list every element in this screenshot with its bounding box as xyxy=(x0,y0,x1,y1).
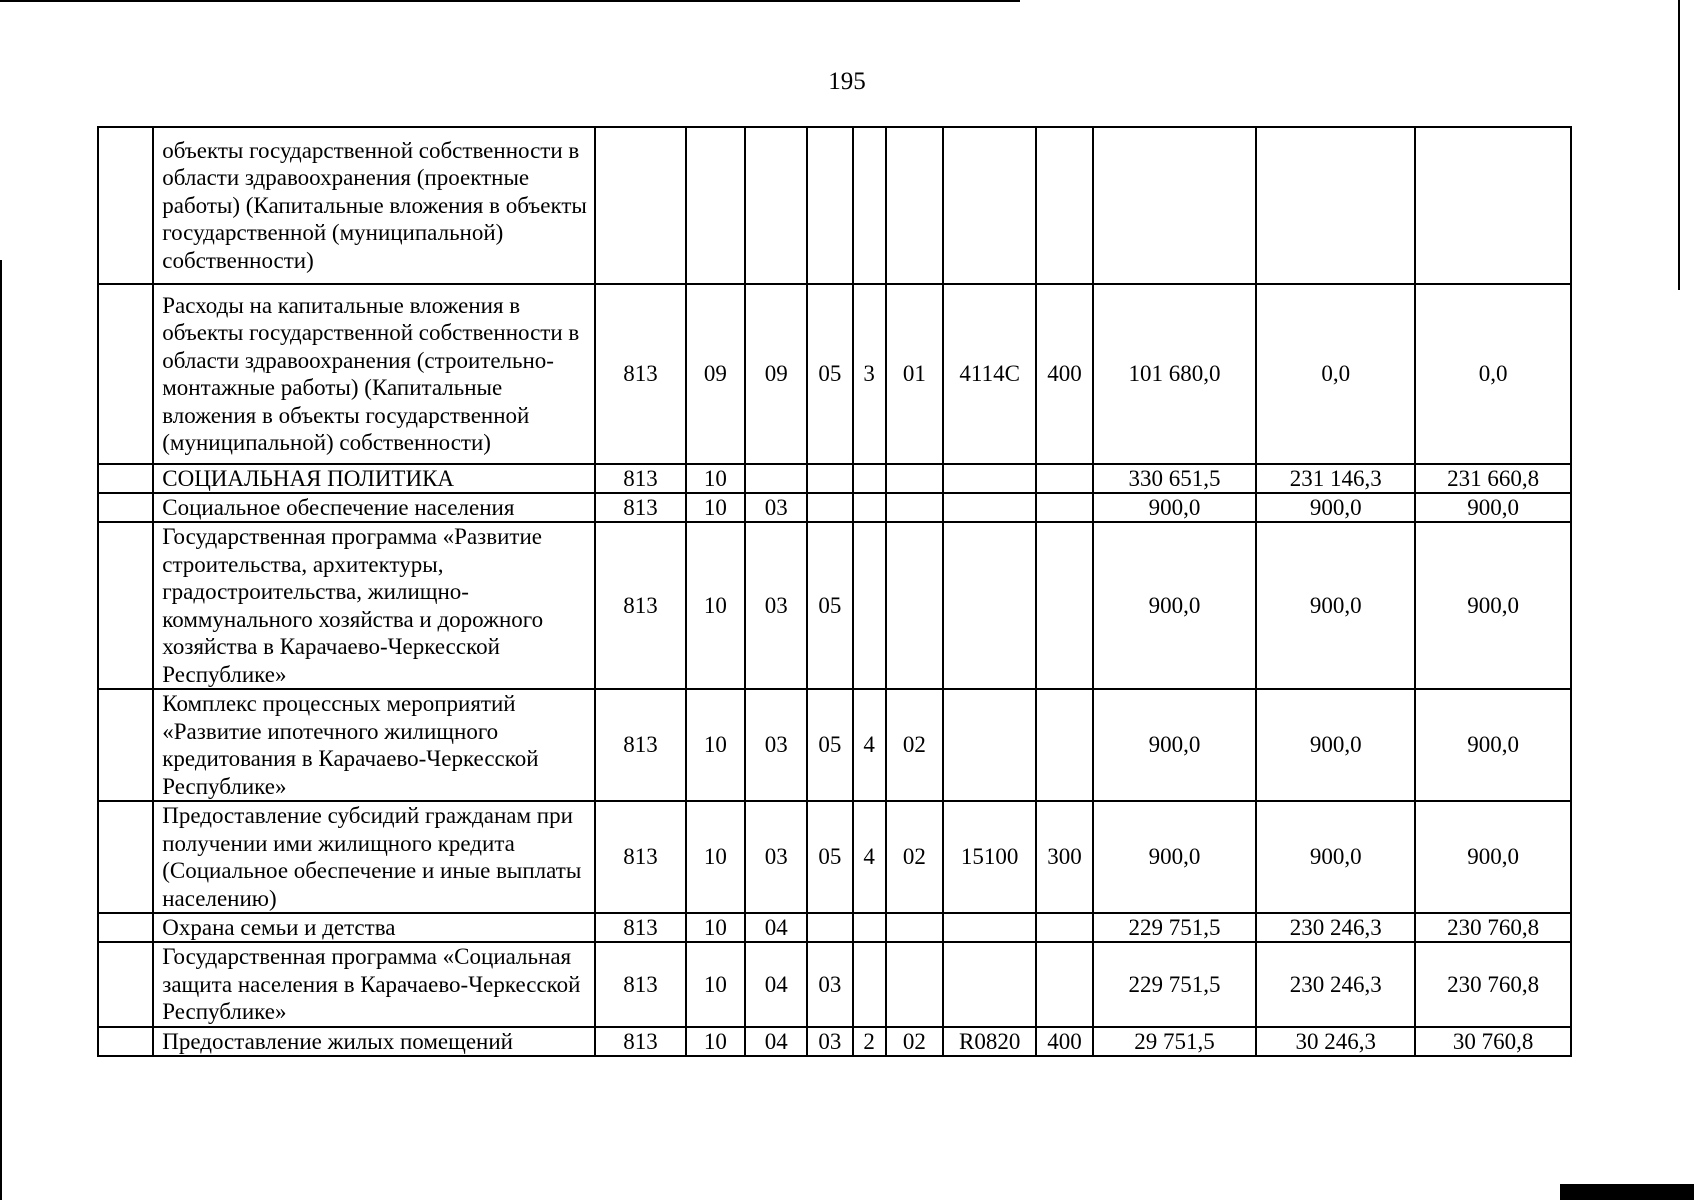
target-subprogram-cell xyxy=(853,942,886,1027)
item-name-cell: Социальное обеспечение населения xyxy=(153,493,595,522)
expense-type-cell: 400 xyxy=(1036,1027,1092,1056)
scan-edge-bottom xyxy=(1560,1184,1694,1200)
target-subprogram-cell xyxy=(853,127,886,284)
ved-cell: 813 xyxy=(595,464,685,493)
table-row xyxy=(98,127,1571,284)
subsection-cell: 03 xyxy=(745,689,807,801)
row-index-cell xyxy=(98,127,153,284)
target-program-cell: 05 xyxy=(807,284,852,464)
amount-year1-cell: 29 751,5 xyxy=(1093,1027,1257,1056)
expense-type-cell xyxy=(1036,464,1092,493)
row-index-cell xyxy=(98,1027,153,1056)
subsection-cell xyxy=(745,127,807,284)
subsection-cell: 04 xyxy=(745,1027,807,1056)
subsection-cell: 04 xyxy=(745,942,807,1027)
item-name-cell: Комплекс процессных мероприятий «Развитие ипотечного жилищного кредитования в Карачаево-Черкесской Республике» xyxy=(153,689,595,801)
item-name-cell: Предоставление жилых помещений xyxy=(153,1027,595,1056)
target-program-cell xyxy=(807,913,852,942)
amount-year1-cell: 229 751,5 xyxy=(1093,913,1257,942)
amount-year3-cell: 0,0 xyxy=(1415,284,1571,464)
target-event-cell: 02 xyxy=(886,1027,943,1056)
section-cell: 10 xyxy=(686,522,745,689)
amount-year2-cell: 231 146,3 xyxy=(1256,464,1415,493)
amount-year3-cell: 900,0 xyxy=(1415,689,1571,801)
expense-type-cell xyxy=(1036,942,1092,1027)
item-name-cell: СОЦИАЛЬНАЯ ПОЛИТИКА xyxy=(153,464,595,493)
ved-cell xyxy=(595,127,685,284)
section-cell: 09 xyxy=(686,284,745,464)
row-index-cell xyxy=(98,284,153,464)
amount-year2-cell: 230 246,3 xyxy=(1256,942,1415,1027)
item-name-cell: Государственная программа «Социальная защита населения в Карачаево-Черкесской Республике» xyxy=(153,942,595,1027)
target-direction-cell xyxy=(943,127,1036,284)
target-subprogram-cell xyxy=(853,522,886,689)
target-subprogram-cell: 2 xyxy=(853,1027,886,1056)
target-program-cell xyxy=(807,127,852,284)
amount-year1-cell xyxy=(1093,127,1257,284)
table-row xyxy=(98,522,1571,689)
amount-year2-cell: 900,0 xyxy=(1256,801,1415,913)
target-program-cell xyxy=(807,493,852,522)
amount-year1-cell: 101 680,0 xyxy=(1093,284,1257,464)
section-cell: 10 xyxy=(686,464,745,493)
subsection-cell: 09 xyxy=(745,284,807,464)
table-row xyxy=(98,689,1571,801)
row-index-cell xyxy=(98,689,153,801)
target-event-cell xyxy=(886,493,943,522)
section-cell xyxy=(686,127,745,284)
amount-year1-cell: 900,0 xyxy=(1093,522,1257,689)
table-row xyxy=(98,464,1571,493)
amount-year3-cell: 231 660,8 xyxy=(1415,464,1571,493)
item-name-cell: Охрана семьи и детства xyxy=(153,913,595,942)
section-cell: 10 xyxy=(686,689,745,801)
section-cell: 10 xyxy=(686,913,745,942)
budget-table xyxy=(97,126,1572,1057)
amount-year2-cell: 0,0 xyxy=(1256,284,1415,464)
section-cell: 10 xyxy=(686,1027,745,1056)
table-row xyxy=(98,913,1571,942)
target-direction-cell xyxy=(943,464,1036,493)
target-program-cell: 03 xyxy=(807,1027,852,1056)
expense-type-cell xyxy=(1036,127,1092,284)
amount-year2-cell: 900,0 xyxy=(1256,689,1415,801)
section-cell: 10 xyxy=(686,493,745,522)
ved-cell: 813 xyxy=(595,689,685,801)
amount-year3-cell: 900,0 xyxy=(1415,522,1571,689)
scan-edge-right xyxy=(1678,0,1680,290)
ved-cell: 813 xyxy=(595,942,685,1027)
ved-cell: 813 xyxy=(595,913,685,942)
ved-cell: 813 xyxy=(595,493,685,522)
amount-year2-cell: 30 246,3 xyxy=(1256,1027,1415,1056)
target-program-cell: 05 xyxy=(807,689,852,801)
row-index-cell xyxy=(98,464,153,493)
row-index-cell xyxy=(98,522,153,689)
target-direction-cell xyxy=(943,913,1036,942)
subsection-cell: 03 xyxy=(745,801,807,913)
target-subprogram-cell: 4 xyxy=(853,689,886,801)
target-event-cell: 02 xyxy=(886,689,943,801)
subsection-cell xyxy=(745,464,807,493)
subsection-cell: 03 xyxy=(745,522,807,689)
subsection-cell: 04 xyxy=(745,913,807,942)
amount-year3-cell: 230 760,8 xyxy=(1415,942,1571,1027)
item-name-cell: объекты государственной собственности в области здравоохранения (проектные работы) (Капитальные вложения в объекты государственной (муниципальной) собственности) xyxy=(153,127,595,284)
table-row xyxy=(98,1027,1571,1056)
expense-type-cell: 300 xyxy=(1036,801,1092,913)
section-cell: 10 xyxy=(686,942,745,1027)
subsection-cell: 03 xyxy=(745,493,807,522)
ved-cell: 813 xyxy=(595,522,685,689)
row-index-cell xyxy=(98,913,153,942)
ved-cell: 813 xyxy=(595,1027,685,1056)
item-name-cell: Предоставление субсидий гражданам при получении ими жилищного кредита (Социальное обеспечение и иные выплаты населению) xyxy=(153,801,595,913)
target-program-cell: 05 xyxy=(807,522,852,689)
table-row xyxy=(98,942,1571,1027)
target-direction-cell: 15100 xyxy=(943,801,1036,913)
amount-year2-cell: 230 246,3 xyxy=(1256,913,1415,942)
item-name-cell: Расходы на капитальные вложения в объекты государственной собственности в области здравоохранения (строительно-монтажные работы) (Капитальные вложения в объекты государственной (муниципальной) собственности) xyxy=(153,284,595,464)
expense-type-cell xyxy=(1036,493,1092,522)
amount-year3-cell xyxy=(1415,127,1571,284)
target-subprogram-cell: 3 xyxy=(853,284,886,464)
page-number: 195 xyxy=(828,68,866,95)
target-direction-cell: R0820 xyxy=(943,1027,1036,1056)
target-subprogram-cell xyxy=(853,913,886,942)
target-subprogram-cell xyxy=(853,493,886,522)
amount-year1-cell: 330 651,5 xyxy=(1093,464,1257,493)
table-row xyxy=(98,284,1571,464)
scan-edge-left xyxy=(0,260,2,1200)
amount-year2-cell xyxy=(1256,127,1415,284)
target-event-cell xyxy=(886,522,943,689)
target-subprogram-cell xyxy=(853,464,886,493)
scan-edge-top xyxy=(0,0,1020,2)
target-direction-cell xyxy=(943,942,1036,1027)
target-event-cell xyxy=(886,127,943,284)
table-row xyxy=(98,493,1571,522)
amount-year3-cell: 900,0 xyxy=(1415,801,1571,913)
amount-year1-cell: 900,0 xyxy=(1093,493,1257,522)
amount-year1-cell: 900,0 xyxy=(1093,689,1257,801)
item-name-cell: Государственная программа «Развитие строительства, архитектуры, градостроительства, жилищно-коммунального хозяйства и дорожного хозяйства в Карачаево-Черкесской Республике» xyxy=(153,522,595,689)
target-program-cell: 05 xyxy=(807,801,852,913)
ved-cell: 813 xyxy=(595,801,685,913)
row-index-cell xyxy=(98,493,153,522)
target-program-cell: 03 xyxy=(807,942,852,1027)
ved-cell: 813 xyxy=(595,284,685,464)
amount-year3-cell: 900,0 xyxy=(1415,493,1571,522)
target-subprogram-cell: 4 xyxy=(853,801,886,913)
target-event-cell: 02 xyxy=(886,801,943,913)
amount-year1-cell: 229 751,5 xyxy=(1093,942,1257,1027)
row-index-cell xyxy=(98,942,153,1027)
amount-year2-cell: 900,0 xyxy=(1256,493,1415,522)
expense-type-cell xyxy=(1036,913,1092,942)
target-direction-cell: 4114С xyxy=(943,284,1036,464)
target-direction-cell xyxy=(943,493,1036,522)
target-event-cell xyxy=(886,464,943,493)
expense-type-cell xyxy=(1036,689,1092,801)
expense-type-cell xyxy=(1036,522,1092,689)
amount-year3-cell: 30 760,8 xyxy=(1415,1027,1571,1056)
section-cell: 10 xyxy=(686,801,745,913)
target-event-cell xyxy=(886,913,943,942)
amount-year1-cell: 900,0 xyxy=(1093,801,1257,913)
target-program-cell xyxy=(807,464,852,493)
target-direction-cell xyxy=(943,689,1036,801)
row-index-cell xyxy=(98,801,153,913)
expense-type-cell: 400 xyxy=(1036,284,1092,464)
amount-year3-cell: 230 760,8 xyxy=(1415,913,1571,942)
target-event-cell: 01 xyxy=(886,284,943,464)
target-event-cell xyxy=(886,942,943,1027)
amount-year2-cell: 900,0 xyxy=(1256,522,1415,689)
target-direction-cell xyxy=(943,522,1036,689)
table-row xyxy=(98,801,1571,913)
